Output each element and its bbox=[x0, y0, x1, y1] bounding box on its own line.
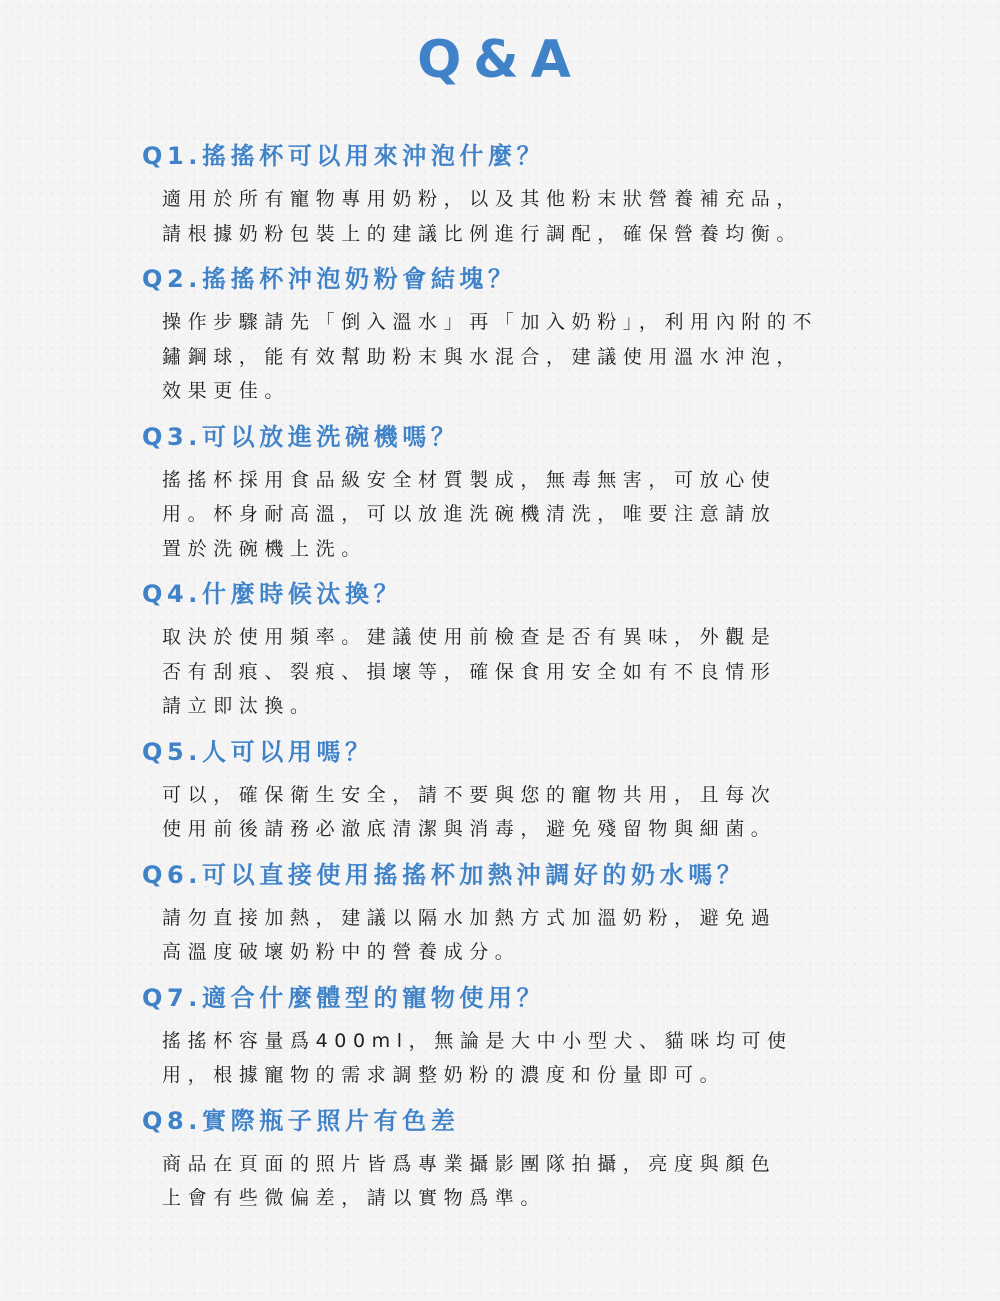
answer-line: 商品在頁面的照片皆爲專業攝影團隊拍攝，亮度與顏色 bbox=[162, 1152, 777, 1175]
answer-line: 鏽鋼球，能有效幫助粉末與水混合，建議使用溫水沖泡， bbox=[162, 345, 803, 368]
qa-item-7 bbox=[0, 978, 1000, 1093]
qa-item-2 bbox=[0, 259, 1000, 409]
question-heading: Q1.搖搖杯可以用來沖泡什麼？ bbox=[142, 142, 546, 170]
answer-line: 取決於使用頻率。建議使用前檢查是否有異味，外觀是 bbox=[162, 626, 777, 648]
answer-line: 否有刮痕、裂痕、損壞等，確保食用安全如有不良情形 bbox=[162, 660, 777, 683]
question-heading: Q2.搖搖杯沖泡奶粉會結塊？ bbox=[142, 265, 517, 293]
question-heading: Q7.適合什麼體型的寵物使用？ bbox=[142, 983, 546, 1012]
question-heading: Q5.人可以用嗎？ bbox=[142, 737, 374, 766]
page-title: Q&A bbox=[417, 30, 583, 90]
answer-text bbox=[162, 778, 842, 847]
answer-line: 請勿直接加熱，建議以隔水加熱方式加溫奶粉，避免過 bbox=[162, 906, 777, 929]
answer-text bbox=[162, 1024, 842, 1093]
qa-item-5 bbox=[0, 732, 1000, 847]
qa-item-6 bbox=[0, 855, 1000, 970]
qa-item-3 bbox=[0, 417, 1000, 567]
answer-line: 使用前後請務必澈底清潔與消毒，避免殘留物與細菌。 bbox=[162, 818, 777, 840]
answer-line: 請立即汰換。 bbox=[162, 695, 316, 717]
answer-line: 置於洗碗機上洗。 bbox=[162, 537, 367, 560]
answer-line: 上會有些微偏差，請以實物爲準。 bbox=[162, 1187, 547, 1209]
qa-list bbox=[0, 136, 1000, 1224]
qa-item-4 bbox=[0, 574, 1000, 724]
answer-text bbox=[162, 1147, 842, 1216]
answer-line: 請根據奶粉包裝上的建議比例進行調配，確保營養均衡。 bbox=[162, 222, 803, 245]
answer-line: 適用於所有寵物專用奶粉，以及其他粉末狀營養補充品， bbox=[162, 188, 803, 210]
answer-text bbox=[162, 182, 842, 251]
answer-line: 可以，確保衛生安全，請不要與您的寵物共用，且每次 bbox=[162, 783, 777, 806]
answer-line: 搖搖杯採用食品級安全材質製成，無毒無害，可放心使 bbox=[162, 468, 777, 491]
qa-item-8 bbox=[0, 1101, 1000, 1216]
answer-line: 效果更佳。 bbox=[162, 380, 291, 402]
question-heading: Q3.可以放進洗碗機嗎？ bbox=[142, 422, 460, 451]
answer-line: 搖搖杯容量爲400ml，無論是大中小型犬、貓咪均可使 bbox=[162, 1029, 793, 1052]
answer-line: 高溫度破壞奶粉中的營養成分。 bbox=[162, 941, 521, 963]
answer-line: 用，根據寵物的需求調整奶粉的濃度和份量即可。 bbox=[162, 1064, 726, 1086]
answer-text bbox=[162, 901, 842, 970]
answer-line: 用。杯身耐高溫，可以放進洗碗機清洗，唯要注意請放 bbox=[162, 503, 777, 525]
question-heading: Q6.可以直接使用搖搖杯加熱沖調好的奶水嗎？ bbox=[142, 860, 746, 889]
question-heading: Q4.什麼時候汰換？ bbox=[142, 580, 403, 608]
qa-item-1 bbox=[0, 136, 1000, 251]
answer-text bbox=[162, 305, 842, 409]
answer-line: 操作步驟請先「倒入溫水」再「加入奶粉」，利用內附的不 bbox=[162, 311, 819, 333]
question-heading: Q8.實際瓶子照片有色差 bbox=[142, 1106, 460, 1135]
answer-text bbox=[162, 463, 842, 567]
answer-text bbox=[162, 620, 842, 724]
